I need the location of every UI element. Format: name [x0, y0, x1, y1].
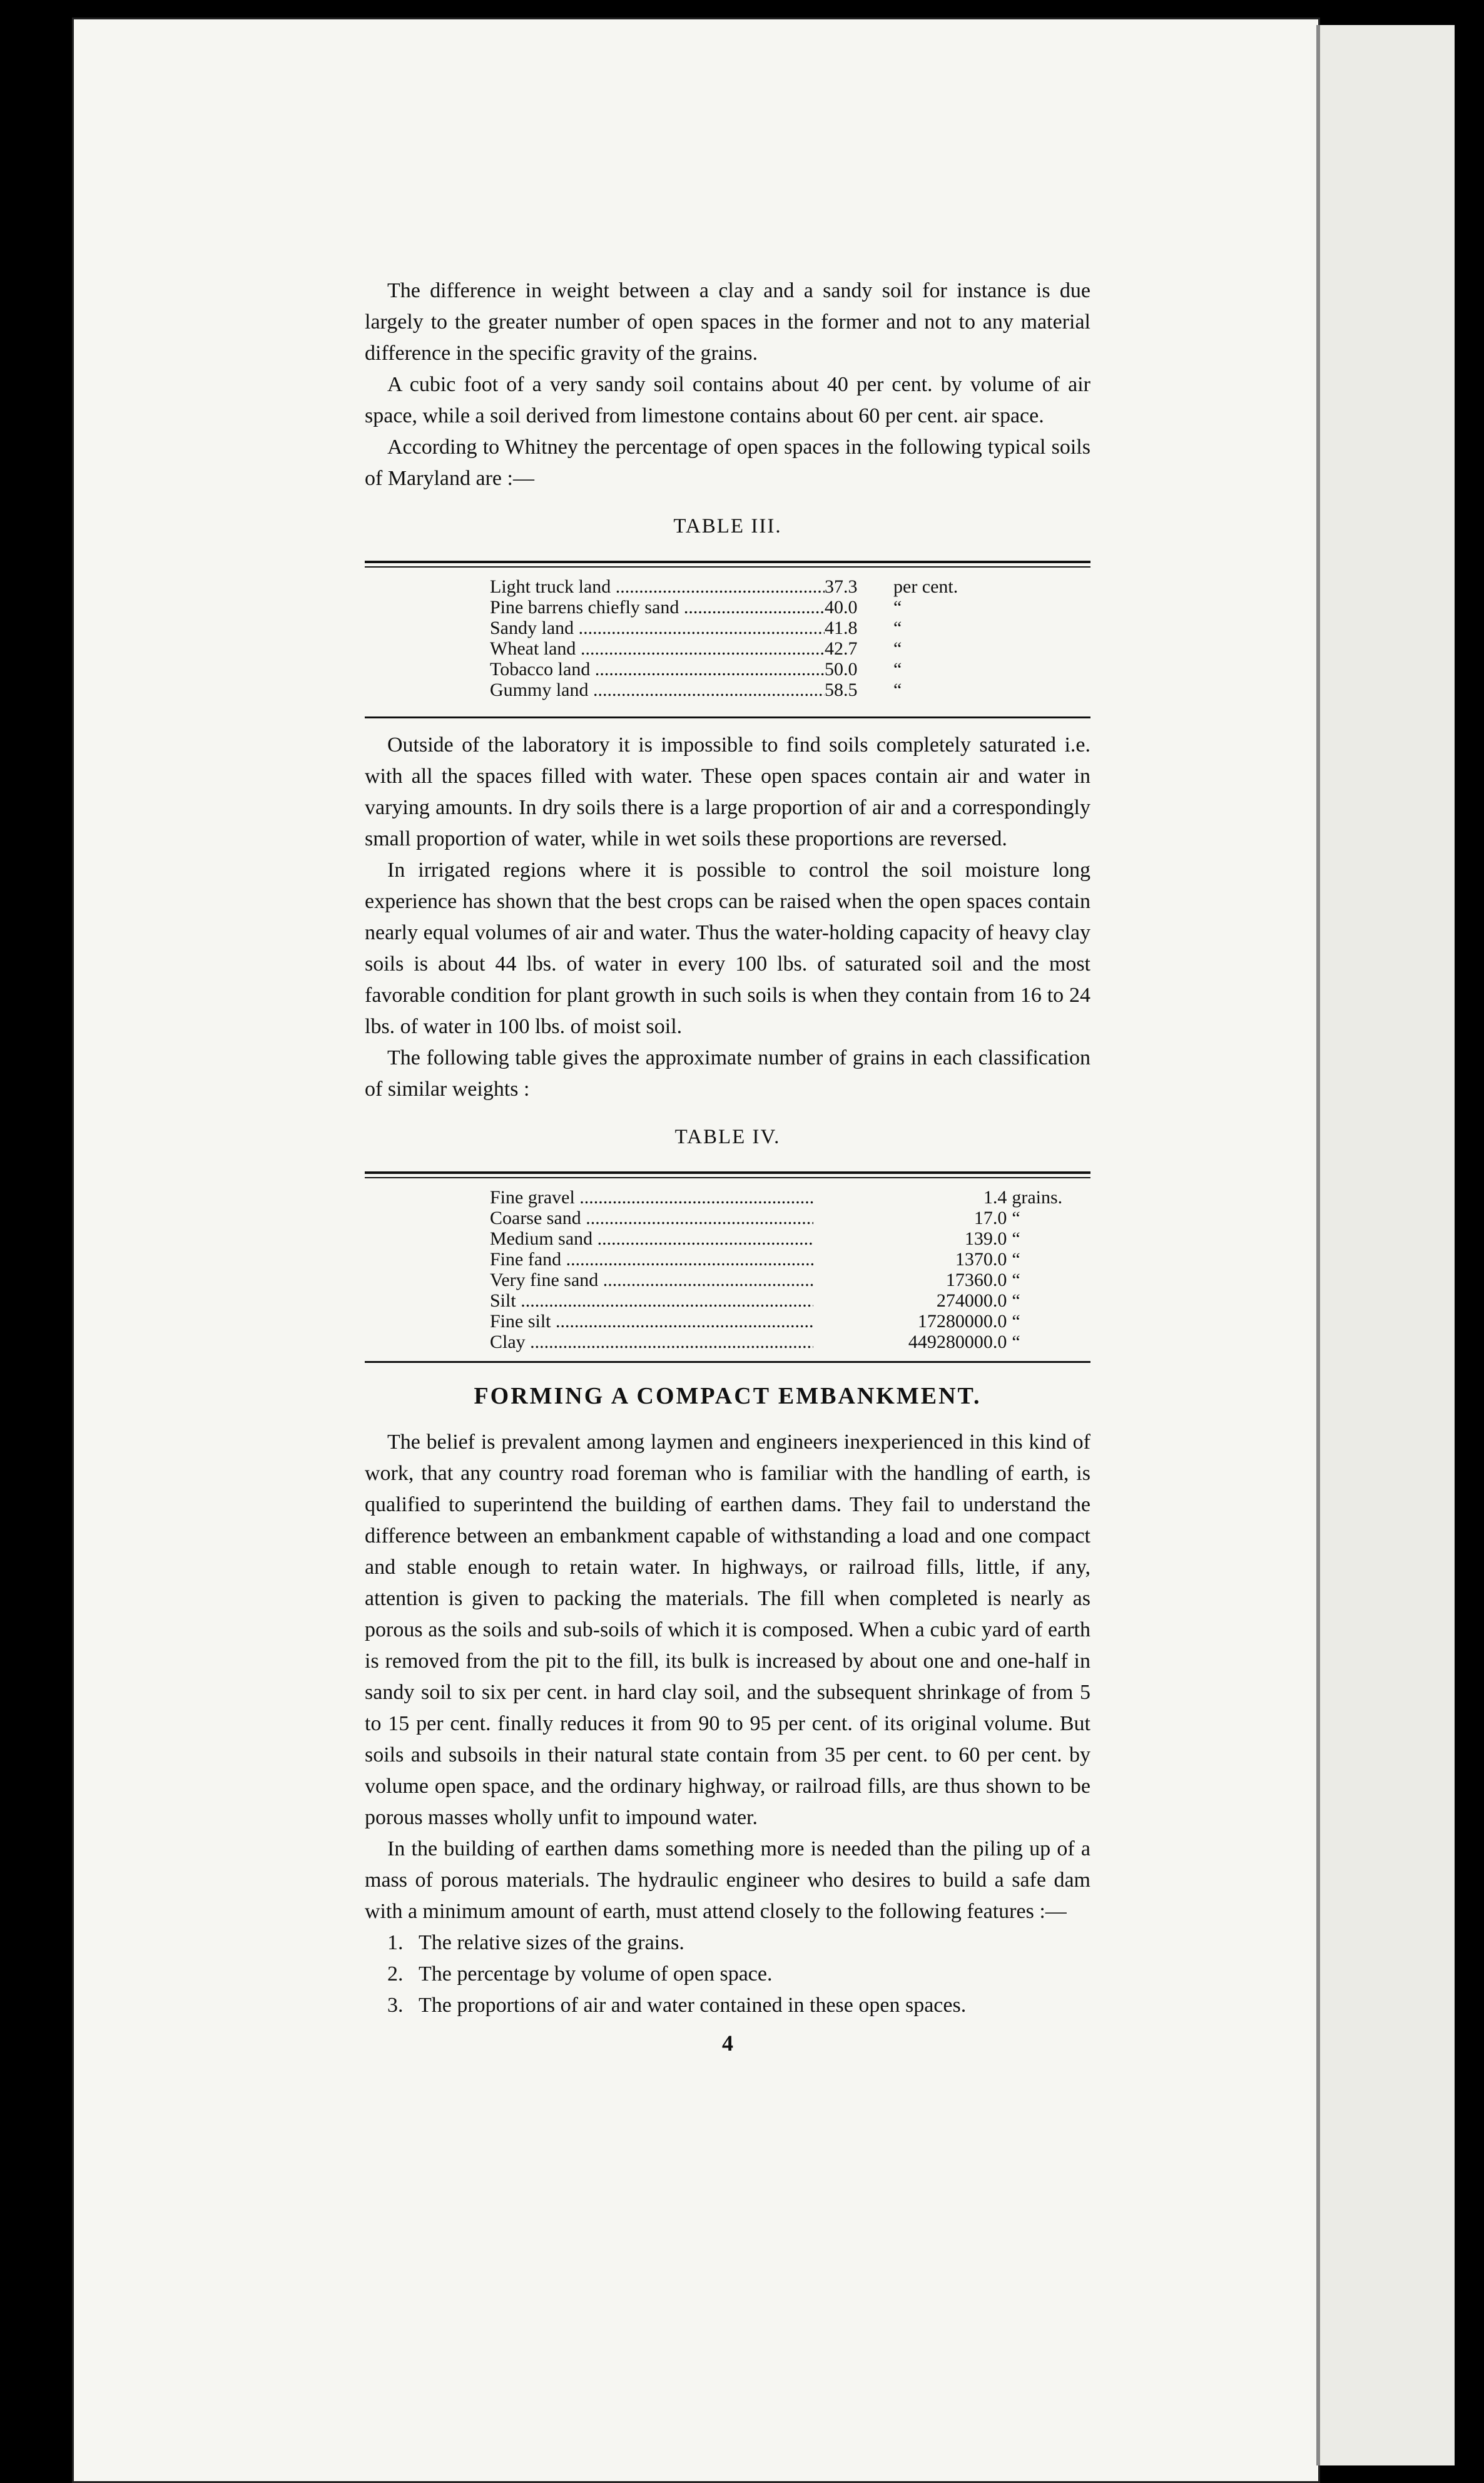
table-title: TABLE III.	[673, 515, 782, 538]
grain-value: 17.0	[973, 1208, 1007, 1228]
grain-class: Coarse sand .....	[490, 1208, 813, 1228]
paragraph: According to Whitney the percentage of open spaces in the following typical soils of Maryland are :—	[365, 436, 1090, 490]
soil-name: Sandy land .....	[490, 618, 825, 638]
soil-value: 50.0	[825, 659, 858, 680]
grain-value: 449280000.0	[908, 1332, 1007, 1352]
grain-class: Silt .....	[490, 1290, 813, 1311]
soil-unit: “	[893, 618, 902, 638]
soil-open-space-table	[490, 576, 1090, 700]
table-row	[490, 576, 1090, 597]
list-text: The percentage by volume of open space.	[419, 1962, 773, 1986]
table-row	[490, 638, 1090, 659]
soil-value: 37.3	[825, 576, 858, 597]
list-number: 3.	[387, 1994, 404, 2017]
paragraph: In irrigated regions where it is possible to control the soil moisture long experience has shown that the best crops can be raised when the open spaces contain nearly equal volumes of air and water. Thus the water-holding capacity of heavy clay soils is about 44 lbs. of water in every 100 lbs. of saturated soil and the most favorable condition for plant growth in such soils is when they contain from 16 to 24 lbs. of water in 100 lbs. of moist soil.	[365, 859, 1090, 1038]
table-row	[490, 618, 1090, 638]
grain-class: Clay .....	[490, 1332, 813, 1352]
soil-unit: “	[893, 680, 902, 700]
table-row	[490, 597, 1090, 618]
grain-unit: “	[1012, 1311, 1020, 1332]
soil-value: 40.0	[825, 597, 858, 618]
soil-unit: per cent.	[893, 576, 958, 597]
grain-class: Medium sand .....	[490, 1228, 813, 1249]
table-row	[490, 1270, 1090, 1290]
soil-name: Tobacco land .....	[490, 659, 825, 680]
soil-unit: “	[893, 638, 902, 659]
soil-unit: “	[893, 659, 902, 680]
soil-name: Light truck land .....	[490, 576, 825, 597]
table-row	[490, 1311, 1090, 1332]
table-row	[490, 1208, 1090, 1228]
grain-unit: grains.	[1012, 1187, 1063, 1208]
grain-unit: “	[1012, 1228, 1020, 1249]
page-content	[365, 275, 1090, 2059]
grain-class: Fine gravel .....	[490, 1187, 813, 1208]
paragraph: In the building of earthen dams something more is needed than the piling up of a mass of porous materials. The hydraulic engineer who desires to build a safe dam with a minimum amount of earth, must attend closely to the following features :—	[365, 1837, 1090, 1923]
table-title: TABLE IV.	[674, 1126, 781, 1148]
paragraph: The difference in weight between a clay and a sandy soil for instance is due largely to the greater number of open spaces in the former and not to any material difference in the specific gravity of the grains.	[365, 279, 1090, 365]
soil-name: Pine barrens chiefly sand .....	[490, 597, 825, 618]
soil-value: 42.7	[825, 638, 858, 659]
table-rule	[365, 1171, 1090, 1178]
list-item	[365, 1990, 1090, 2021]
paragraph: The following table gives the approximate number of grains in each classification of similar weights :	[365, 1046, 1090, 1101]
section-heading: FORMING A COMPACT EMBANKMENT.	[474, 1383, 982, 1409]
table-rule	[365, 561, 1090, 568]
grain-value: 17360.0	[945, 1270, 1007, 1290]
grain-value: 1370.0	[955, 1249, 1007, 1270]
paragraph: A cubic foot of a very sandy soil contains about 40 per cent. by volume of air space, while a soil derived from limestone contains about 60 per cent. air space.	[365, 373, 1090, 427]
table-row	[490, 1228, 1090, 1249]
table-row	[490, 1332, 1090, 1352]
soil-value: 58.5	[825, 680, 858, 700]
adjacent-page-edge	[1320, 25, 1455, 2465]
list-item	[365, 1927, 1090, 1959]
paragraph: Outside of the laboratory it is impossible to find soils completely saturated i.e. with all the spaces filled with water. These open spaces contain air and water in varying amounts. In dry soils there is a large proportion of air and a correspondingly small proportion of water, while in wet soils these proportions are reversed.	[365, 733, 1090, 850]
table-row	[490, 659, 1090, 680]
grain-class: Very fine sand .....	[490, 1270, 813, 1290]
grain-unit: “	[1012, 1332, 1020, 1352]
table-row	[490, 680, 1090, 700]
grain-class: Fine silt .....	[490, 1311, 813, 1332]
grain-value: 274000.0	[936, 1290, 1007, 1311]
table-row	[490, 1249, 1090, 1270]
grain-value: 17280000.0	[917, 1311, 1007, 1332]
list-number: 2.	[387, 1962, 404, 1986]
grain-unit: “	[1012, 1249, 1020, 1270]
grain-value: 139.0	[964, 1228, 1007, 1249]
soil-name: Gummy land .....	[490, 680, 825, 700]
table-rule	[365, 1361, 1090, 1363]
grain-unit: “	[1012, 1208, 1020, 1228]
table-row	[490, 1290, 1090, 1311]
page-number: 4	[722, 2031, 733, 2056]
grain-class: Fine fand .....	[490, 1249, 813, 1270]
grain-count-table	[490, 1187, 1090, 1352]
table-row	[490, 1187, 1090, 1208]
grain-value: 1.4	[983, 1187, 1007, 1208]
list-text: The proportions of air and water contained in these open spaces.	[419, 1994, 967, 2017]
table-rule	[365, 716, 1090, 718]
soil-unit: “	[893, 597, 902, 618]
list-text: The relative sizes of the grains.	[419, 1931, 684, 1954]
paragraph: The belief is prevalent among laymen and engineers inexperienced in this kind of work, that any country road foreman who is familiar with the handling of earth, is qualified to superintend the building of earthen dams. They fail to understand the difference between an embankment capable of withstanding a load and one compact and stable enough to retain water. In highways, or railroad fills, little, if any, attention is given to packing the materials. The fill when completed is nearly as porous as the soils and sub-soils of which it is composed. When a cubic yard of earth is removed from the pit to the fill, its bulk is increased by about one and one-half in sandy soil to six per cent. in hard clay soil, and the subsequent shrinkage of from 5 to 15 per cent. finally reduces it from 90 to 95 per cent. of its original volume. But soils and subsoils in their natural state contain from 35 per cent. to 60 per cent. by volume open space, and the ordinary highway, or railroad fills, are thus shown to be porous masses wholly unfit to impound water.	[365, 1430, 1090, 1829]
list-number: 1.	[387, 1931, 404, 1954]
grain-unit: “	[1012, 1270, 1020, 1290]
soil-value: 41.8	[825, 618, 858, 638]
list-item	[365, 1959, 1090, 1990]
grain-unit: “	[1012, 1290, 1020, 1311]
soil-name: Wheat land .....	[490, 638, 825, 659]
